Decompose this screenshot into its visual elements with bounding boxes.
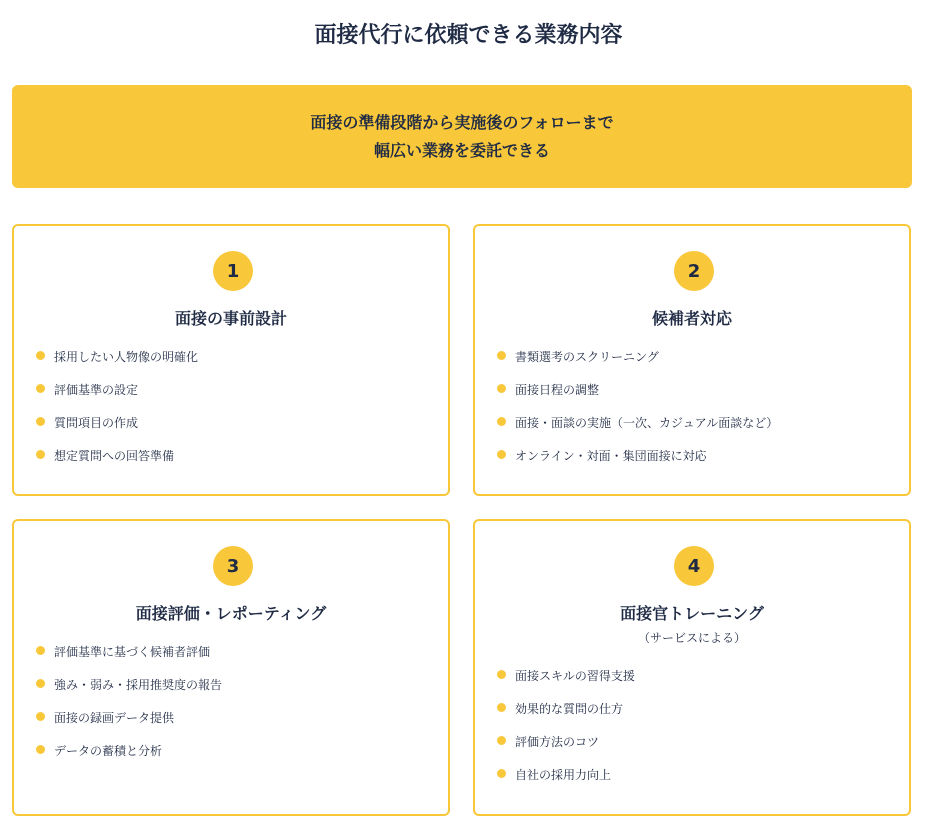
card-title: 面接官トレーニング — [620, 604, 764, 623]
list-item-text: 面接・面談の実施（一次、カジュアル面談など） — [515, 416, 779, 430]
card-subtitle: （サービスによる） — [637, 631, 746, 645]
banner-line-1: 面接の準備段階から実施後のフォローまで — [310, 112, 614, 132]
card-number-badge: 2 — [674, 251, 714, 291]
list-item — [497, 381, 778, 414]
bullet-dot-icon — [36, 679, 45, 688]
bullet-dot-icon — [497, 736, 506, 745]
list-item-text: 自社の採用力向上 — [515, 768, 612, 782]
card-item-list — [36, 348, 198, 480]
bullet-dot-icon — [36, 712, 45, 721]
list-item — [36, 447, 198, 480]
bullet-dot-icon — [497, 384, 506, 393]
list-item — [36, 676, 222, 709]
bullet-dot-icon — [36, 450, 45, 459]
bullet-dot-icon — [497, 703, 506, 712]
summary-banner — [12, 85, 912, 188]
list-item — [36, 381, 198, 414]
service-card-4 — [473, 519, 911, 816]
card-title: 面接評価・レポーティング — [135, 604, 327, 623]
card-item-list — [497, 667, 635, 799]
list-item — [36, 709, 222, 742]
list-item-text: 評価基準の設定 — [54, 383, 139, 397]
card-title: 面接の事前設計 — [174, 309, 287, 328]
list-item-text: オンライン・対面・集団面接に対応 — [515, 449, 707, 463]
list-item — [36, 414, 198, 447]
list-item-text: 採用したい人物像の明確化 — [54, 350, 199, 364]
card-number-badge: 1 — [213, 251, 253, 291]
list-item-text: データの蓄積と分析 — [54, 744, 163, 758]
list-item — [497, 348, 778, 381]
list-item-text: 評価方法のコツ — [515, 735, 600, 749]
list-item — [497, 733, 635, 766]
card-item-list — [497, 348, 778, 480]
bullet-dot-icon — [36, 745, 45, 754]
banner-line-2: 幅広い業務を委託できる — [373, 140, 550, 160]
bullet-dot-icon — [497, 670, 506, 679]
list-item-text: 効果的な質問の仕方 — [515, 702, 624, 716]
list-item — [497, 414, 778, 447]
list-item — [497, 447, 778, 480]
list-item — [497, 700, 635, 733]
bullet-dot-icon — [36, 351, 45, 360]
list-item — [36, 348, 198, 381]
card-number-badge: 3 — [213, 546, 253, 586]
card-number-badge: 4 — [674, 546, 714, 586]
card-item-list — [36, 643, 222, 775]
list-item-text: 質問項目の作成 — [54, 416, 139, 430]
service-card-2 — [473, 224, 911, 496]
list-item-text: 強み・弱み・採用推奨度の報告 — [54, 678, 223, 692]
service-card-3 — [12, 519, 450, 816]
list-item-text: 書類選考のスクリーニング — [515, 350, 659, 364]
page-title: 面接代行に依頼できる業務内容 — [314, 23, 623, 48]
list-item — [36, 742, 222, 775]
bullet-dot-icon — [497, 769, 506, 778]
list-item-text: 面接日程の調整 — [515, 383, 600, 397]
list-item-text: 面接スキルの習得支援 — [515, 669, 635, 683]
bullet-dot-icon — [497, 450, 506, 459]
card-title: 候補者対応 — [651, 309, 732, 328]
list-item-text: 想定質問への回答準備 — [54, 449, 175, 463]
bullet-dot-icon — [497, 351, 506, 360]
list-item-text: 面接の録画データ提供 — [54, 711, 175, 725]
bullet-dot-icon — [36, 646, 45, 655]
list-item — [497, 667, 635, 700]
service-card-1 — [12, 224, 450, 496]
list-item — [36, 643, 222, 676]
list-item-text: 評価基準に基づく候補者評価 — [54, 645, 211, 659]
list-item — [497, 766, 635, 799]
bullet-dot-icon — [36, 417, 45, 426]
bullet-dot-icon — [497, 417, 506, 426]
bullet-dot-icon — [36, 384, 45, 393]
